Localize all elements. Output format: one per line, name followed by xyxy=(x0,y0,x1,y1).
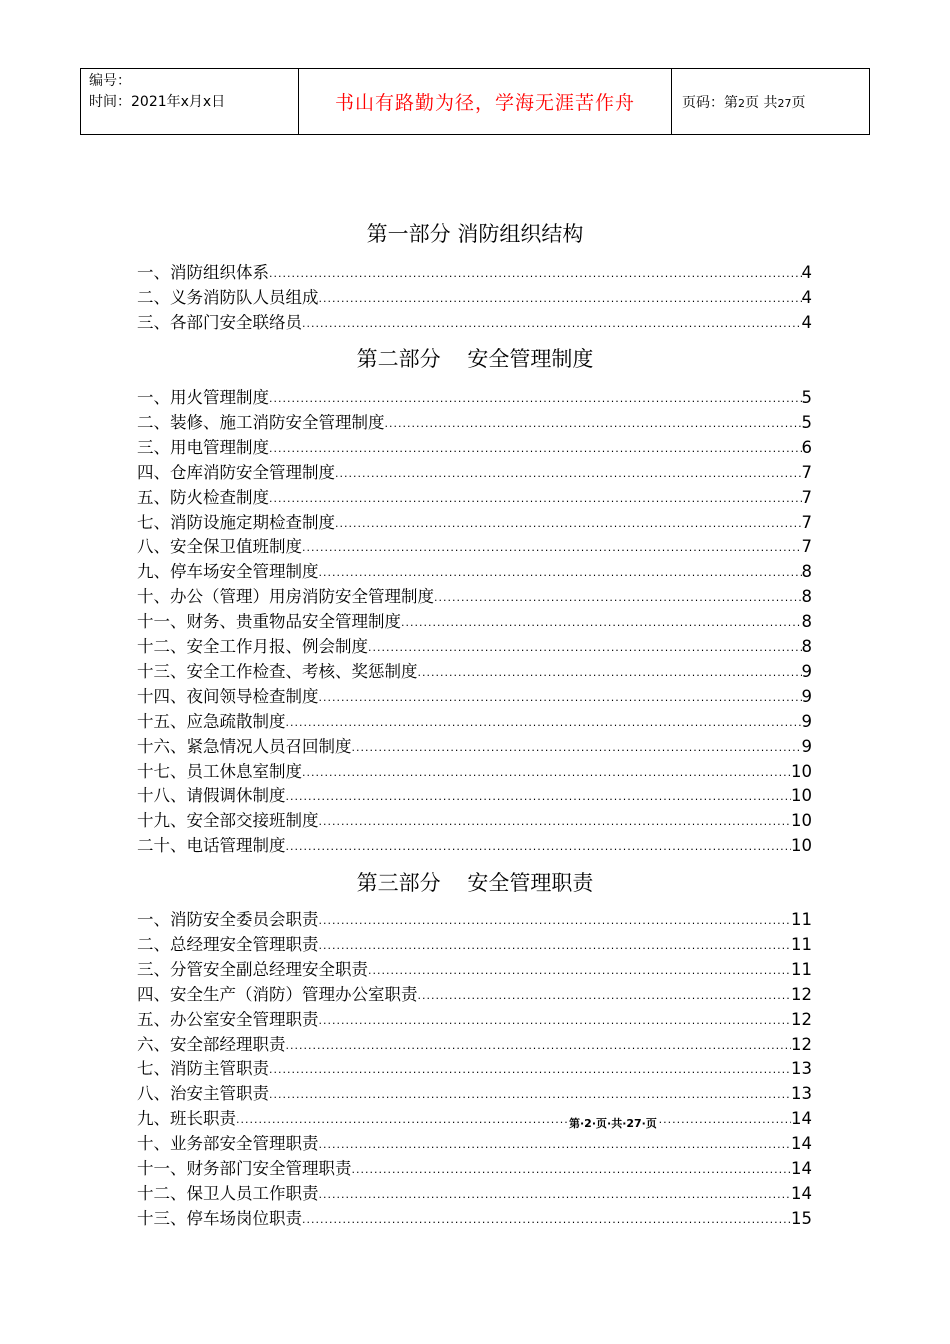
toc-leader-dots xyxy=(302,766,791,782)
toc-entry-title: 二、总经理安全管理职责 xyxy=(137,934,319,954)
toc-entry-page: 11 xyxy=(791,959,812,979)
toc-entry[interactable] xyxy=(137,483,812,508)
toc-entry[interactable] xyxy=(137,955,812,980)
toc-leader-dots xyxy=(319,1188,792,1204)
toc-entry[interactable] xyxy=(137,905,812,930)
page-total: 27 xyxy=(777,96,792,110)
page-prefix: 页码：第 xyxy=(682,94,738,111)
toc-entry-page: 10 xyxy=(791,836,812,856)
toc-entry[interactable] xyxy=(137,806,812,831)
toc-leader-dots xyxy=(352,741,802,757)
section-title: 第三部分 安全管理职责 xyxy=(356,871,594,895)
toc-entry-page: 14 xyxy=(791,1109,812,1129)
toc-entry-page: 7 xyxy=(801,487,812,507)
toc-entry-page: 8 xyxy=(801,587,812,607)
toc-entry-page: 7 xyxy=(801,537,812,557)
toc-leader-dots xyxy=(385,417,802,433)
toc-leader-dots xyxy=(269,1063,791,1079)
toc-entry-title: 一、消防安全委员会职责 xyxy=(137,910,319,929)
toc-entry-title: 二十、电话管理制度 xyxy=(137,836,286,856)
toc-leader-dots xyxy=(418,666,802,682)
toc-entry[interactable] xyxy=(137,508,812,533)
toc-leader-dots xyxy=(319,292,802,308)
toc-entry-page: 4 xyxy=(801,287,812,307)
header-page-info xyxy=(672,69,870,135)
toc-entry[interactable] xyxy=(137,657,812,682)
toc-entry[interactable] xyxy=(137,1104,812,1129)
toc-leader-dots xyxy=(352,1163,792,1179)
toc-entry[interactable] xyxy=(137,757,812,782)
toc-leader-dots xyxy=(269,442,802,458)
toc-leader-dots xyxy=(269,1088,791,1104)
toc-entry-title: 二、义务消防队人员组成 xyxy=(137,287,319,307)
toc-entry-page: 4 xyxy=(801,312,812,332)
toc-leader-dots xyxy=(335,467,802,483)
toc-leader-dots xyxy=(319,691,802,707)
toc-entry-title: 四、仓库消防安全管理制度 xyxy=(137,462,335,482)
toc-entry-page: 13 xyxy=(791,1084,812,1104)
toc-entry[interactable] xyxy=(137,1179,812,1204)
toc-entry[interactable] xyxy=(137,1005,812,1030)
toc-entry-page: 9 xyxy=(801,736,812,756)
toc-entry-title: 八、治安主管职责 xyxy=(137,1084,269,1104)
toc-leader-dots xyxy=(319,1014,792,1030)
toc-entry-page: 14 xyxy=(791,1134,812,1154)
toc-leader-dots xyxy=(401,616,802,632)
toc-entry-title: 七、消防设施定期检查制度 xyxy=(137,512,335,532)
toc-leader-dots xyxy=(368,964,791,980)
toc-entry-page: 4 xyxy=(801,263,812,282)
toc-entry[interactable] xyxy=(137,732,812,757)
toc-entry[interactable] xyxy=(137,557,812,582)
toc-entry-title: 七、消防主管职责 xyxy=(137,1059,269,1079)
toc-entry-title: 六、安全部经理职责 xyxy=(137,1034,286,1054)
serial-number-label: 编号： xyxy=(89,73,131,89)
toc-entry-title: 十二、安全工作月报、例会制度 xyxy=(137,637,368,656)
toc-entry-title: 三、各部门安全联络员 xyxy=(137,312,302,332)
toc-entry-page: 14 xyxy=(791,1159,812,1178)
toc-entry-title: 十二、保卫人员工作职责 xyxy=(137,1183,319,1203)
toc-leader-dots xyxy=(319,914,792,930)
toc-entry[interactable] xyxy=(137,980,812,1005)
toc-entry-page: 13 xyxy=(791,1059,812,1079)
toc-entry-page: 10 xyxy=(791,761,812,781)
toc-entry[interactable] xyxy=(137,781,812,806)
toc-entry[interactable] xyxy=(137,930,812,955)
toc-entry-page: 9 xyxy=(801,686,812,706)
page-current: 2 xyxy=(738,96,745,110)
toc-leader-dots xyxy=(286,790,792,806)
section-title: 第一部分 消防组织结构 xyxy=(366,222,584,246)
toc-entry[interactable] xyxy=(137,1079,812,1104)
toc-entry[interactable] xyxy=(137,831,812,856)
toc-entry-title: 十八、请假调休制度 xyxy=(137,786,286,806)
toc-entry[interactable] xyxy=(137,458,812,483)
toc-entry[interactable] xyxy=(137,383,812,408)
toc-entry-title: 十三、安全工作检查、考核、奖惩制度 xyxy=(137,661,418,681)
toc-leader-dots xyxy=(269,392,802,408)
toc-leader-dots xyxy=(286,1039,792,1055)
toc-entry-title: 三、分管安全副总经理安全职责 xyxy=(137,959,368,979)
toc-entry-title: 一、消防组织体系 xyxy=(137,263,269,282)
toc-entry[interactable] xyxy=(137,1030,812,1055)
toc-leader-dots xyxy=(302,541,802,557)
toc-leader-dots xyxy=(319,566,802,582)
toc-entry-page: 12 xyxy=(791,984,812,1004)
toc-entry-title: 四、安全生产（消防）管理办公室职责 xyxy=(137,984,418,1004)
toc-entry-title: 十九、安全部交接班制度 xyxy=(137,811,319,831)
toc-entry[interactable] xyxy=(137,408,812,433)
toc-entry[interactable] xyxy=(137,308,812,333)
toc-entry-title: 八、安全保卫值班制度 xyxy=(137,537,302,557)
toc-entry-title: 十七、员工休息室制度 xyxy=(137,761,302,781)
toc-entry-page: 9 xyxy=(801,661,812,681)
toc-entry-title: 十五、应急疏散制度 xyxy=(137,711,286,731)
toc-entry-title: 十一、财务部门安全管理职责 xyxy=(137,1159,352,1178)
toc-leader-dots xyxy=(302,1213,791,1229)
toc-entry[interactable] xyxy=(137,707,812,732)
toc-entry-title: 五、防火检查制度 xyxy=(137,487,269,507)
toc-leader-dots xyxy=(434,591,802,607)
toc-entry-page: 7 xyxy=(801,462,812,482)
toc-entry-page: 11 xyxy=(791,934,812,954)
toc-entry[interactable] xyxy=(137,1054,812,1079)
document-header xyxy=(80,68,870,135)
page-footer: 第·2·页·共·27·页 xyxy=(569,1117,657,1130)
toc-entry-title: 九、班长职责 xyxy=(137,1109,236,1129)
toc-entry-page: 10 xyxy=(791,811,812,831)
toc-leader-dots xyxy=(302,317,802,333)
toc-entry-page: 8 xyxy=(801,637,812,656)
toc-leader-dots xyxy=(286,840,792,856)
toc-entry[interactable] xyxy=(137,582,812,607)
toc-entry-title: 三、用电管理制度 xyxy=(137,437,269,457)
toc-entry-title: 十四、夜间领导检查制度 xyxy=(137,686,319,706)
toc-entry[interactable] xyxy=(137,433,812,458)
toc-entry-page: 8 xyxy=(801,612,812,632)
toc-entry-title: 十六、紧急情况人员召回制度 xyxy=(137,736,352,756)
toc-entry-title: 十、办公（管理）用房消防安全管理制度 xyxy=(137,587,434,607)
page-mid: 页 共 xyxy=(745,94,778,111)
toc-leader-dots xyxy=(269,492,802,508)
toc-leader-dots xyxy=(236,1113,791,1129)
toc-entry-title: 十一、财务、贵重物品安全管理制度 xyxy=(137,612,401,632)
toc-entry-page: 5 xyxy=(801,388,812,407)
section-title: 第二部分 安全管理制度 xyxy=(356,347,594,371)
toc-entry-title: 二、装修、施工消防安全管理制度 xyxy=(137,412,385,432)
toc-leader-dots xyxy=(269,267,802,283)
toc-entry[interactable] xyxy=(137,283,812,308)
toc-entry[interactable] xyxy=(137,1154,812,1179)
toc-entry-title: 五、办公室安全管理职责 xyxy=(137,1009,319,1029)
toc-leader-dots xyxy=(368,641,802,657)
toc-entry[interactable] xyxy=(137,682,812,707)
toc-entry-page: 8 xyxy=(801,562,812,582)
toc-entry-page: 10 xyxy=(791,786,812,806)
toc-entry-title: 九、停车场安全管理制度 xyxy=(137,562,319,582)
toc-entry-page: 6 xyxy=(801,437,812,457)
toc-leader-dots xyxy=(319,815,792,831)
toc-entry-page: 12 xyxy=(791,1034,812,1054)
toc-entry-page: 5 xyxy=(801,412,812,432)
toc-entry-page: 7 xyxy=(801,512,812,532)
page-suffix: 页 xyxy=(791,94,806,111)
toc-leader-dots xyxy=(418,989,792,1005)
toc-entry[interactable] xyxy=(137,258,812,283)
toc-entry-page: 11 xyxy=(791,910,812,929)
toc-leader-dots xyxy=(335,517,802,533)
toc-leader-dots xyxy=(319,939,792,955)
toc-leader-dots xyxy=(286,716,802,732)
toc-entry[interactable] xyxy=(137,632,812,657)
toc-entry[interactable] xyxy=(137,532,812,557)
toc-entry-page: 14 xyxy=(791,1183,812,1203)
toc-entry-title: 一、用火管理制度 xyxy=(137,388,269,407)
date-label: 时间：2021年x月x日 xyxy=(89,94,226,110)
toc-entry-page: 15 xyxy=(791,1208,812,1228)
toc-entry-title: 十、业务部安全管理职责 xyxy=(137,1134,319,1154)
toc-entry-page: 9 xyxy=(801,711,812,731)
toc-entry-title: 十三、停车场岗位职责 xyxy=(137,1208,302,1228)
header-info-cell xyxy=(81,69,299,135)
toc-entry[interactable] xyxy=(137,1204,812,1229)
toc-entry-page: 12 xyxy=(791,1009,812,1029)
toc-leader-dots xyxy=(319,1138,792,1154)
header-motto: 书山有路勤为径，学海无涯苦作舟 xyxy=(299,69,672,135)
toc-entry[interactable] xyxy=(137,1129,812,1154)
toc-entry[interactable] xyxy=(137,607,812,632)
